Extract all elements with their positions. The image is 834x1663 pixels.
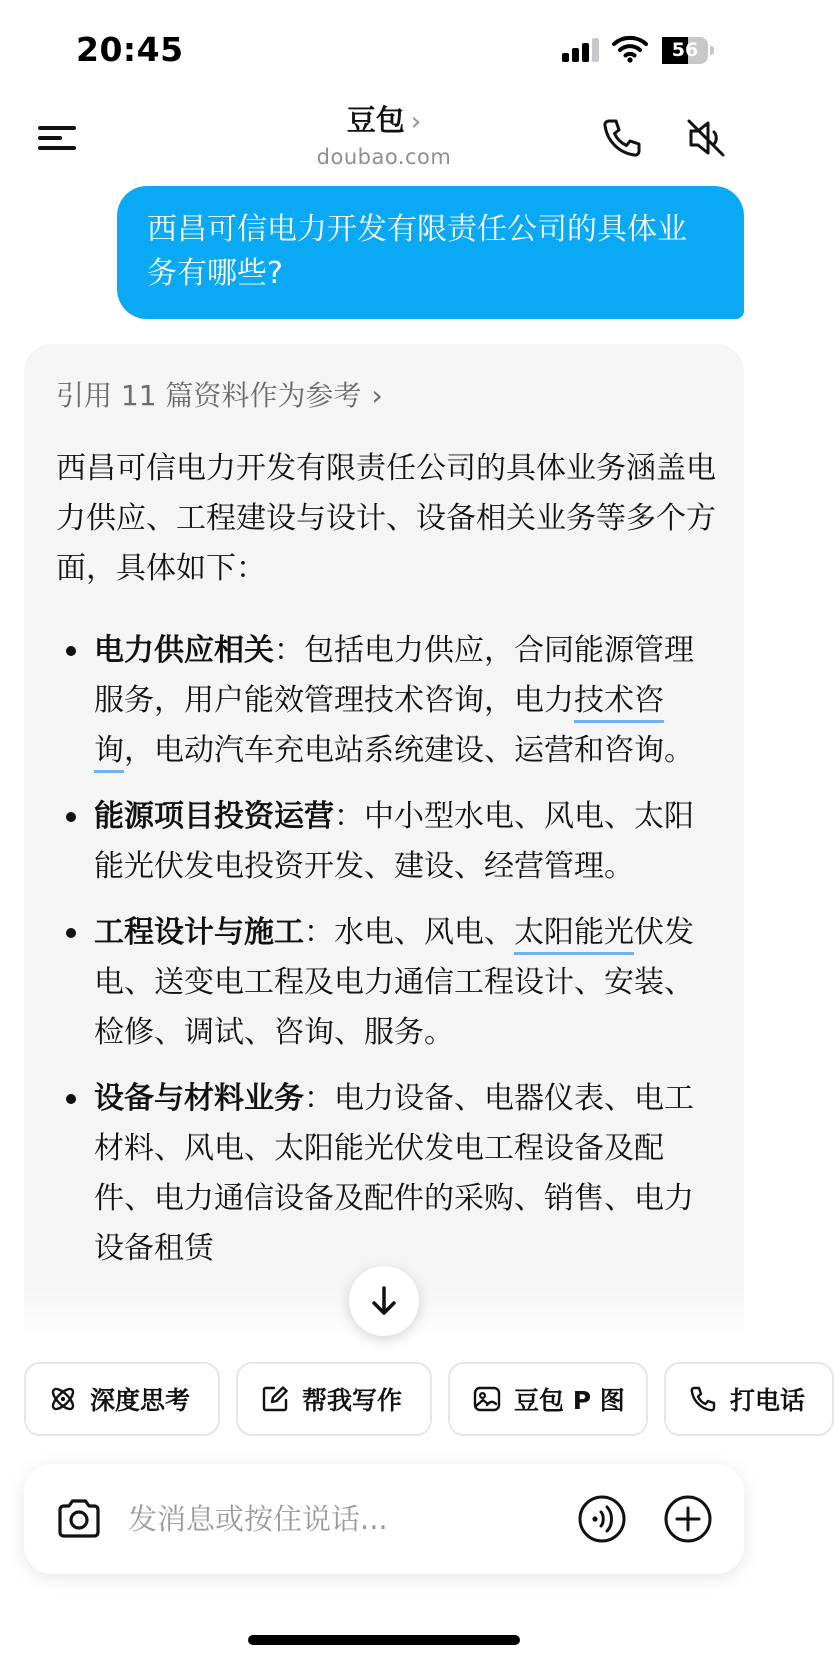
references-label: 引用 11 篇资料作为参考 [56, 379, 362, 412]
bullet-text: 伏发电、送变电工程及电力通信工程设计、安装、检修、调试、咨询、服务。 [94, 915, 694, 1050]
chevron-right-icon: › [410, 107, 422, 137]
battery-level: 56 [671, 39, 699, 61]
phone-icon[interactable] [600, 116, 644, 160]
list-item [56, 792, 720, 892]
menu-icon[interactable] [38, 124, 80, 152]
quick-action-label: 打电话 [730, 1386, 806, 1415]
speaker-mute-icon[interactable] [684, 116, 728, 160]
quick-actions-bar[interactable] [0, 1362, 806, 1438]
bot-domain: doubao.com [316, 145, 452, 169]
user-message-bubble[interactable]: 西昌可信电力开发有限责任公司的具体业务有哪些? [117, 186, 744, 319]
list-item [56, 908, 720, 1058]
camera-icon[interactable] [54, 1494, 104, 1544]
bullet-text: 包括电力供应，合同能源管理服务，用户能效管理技术咨询，电力 [94, 633, 694, 718]
status-bar [0, 0, 768, 100]
term-link[interactable]: 技术咨询 [94, 683, 664, 773]
answer-card [24, 344, 744, 1344]
term-link[interactable]: 太阳能光 [514, 915, 634, 955]
bullet-text: 电力设备、电器仪表、电工材料、风电、太阳能光伏发电工程设备及配件、电力通信设备及配件的采购、销售、电力设备租赁 [94, 1081, 694, 1266]
quick-action-label: 深度思考 [90, 1386, 191, 1415]
chevron-right-icon: › [371, 379, 383, 412]
bullet-title: 设备与材料业务 [94, 1081, 304, 1116]
battery-icon [662, 37, 714, 64]
bullet-text: ，电动汽车充电站系统建设、运营和咨询。 [124, 733, 694, 768]
composer-area [0, 1438, 768, 1663]
atom-icon [48, 1384, 78, 1414]
quick-action-image-edit[interactable] [448, 1362, 648, 1436]
bot-title[interactable] [284, 100, 484, 172]
bullet-separator: ： [304, 1081, 334, 1116]
home-indicator [248, 1635, 520, 1645]
quick-action-deep-think[interactable] [24, 1362, 220, 1436]
plus-circle-icon[interactable] [662, 1493, 714, 1545]
answer-bullet-list [56, 626, 720, 1290]
bullet-separator: ： [274, 633, 304, 668]
chat-header [0, 100, 768, 180]
message-composer [24, 1464, 744, 1574]
bullet-title: 工程设计与施工 [94, 915, 304, 950]
bullet-dot [66, 646, 76, 656]
bullet-separator: ： [334, 799, 364, 834]
message-input[interactable] [128, 1494, 558, 1544]
quick-action-label: 帮我写作 [302, 1386, 403, 1415]
bullet-text: 水电、风电、 [334, 915, 514, 950]
phone-icon [688, 1384, 718, 1414]
list-item [56, 626, 720, 776]
pen-square-icon [260, 1384, 290, 1414]
quick-action-write[interactable] [236, 1362, 432, 1436]
bullet-title: 能源项目投资运营 [94, 799, 334, 834]
bullet-dot [66, 928, 76, 938]
image-edit-icon [472, 1384, 502, 1414]
bullet-dot [66, 812, 76, 822]
bullet-text: 中小型水电、风电、太阳能光伏发电投资开发、建设、经营管理。 [94, 799, 694, 884]
quick-action-label: 豆包 P 图 [514, 1386, 625, 1415]
quick-action-call[interactable] [664, 1362, 834, 1436]
status-time: 20:45 [76, 30, 184, 69]
bullet-separator: ： [304, 915, 334, 950]
references-link[interactable] [56, 376, 383, 416]
bullet-dot [66, 1094, 76, 1104]
cellular-signal-icon [562, 38, 600, 62]
list-item [56, 1074, 720, 1274]
bot-name: 豆包 [346, 103, 405, 137]
bullet-title: 电力供应相关 [94, 633, 274, 668]
voice-call-icon[interactable] [576, 1493, 628, 1545]
answer-intro: 西昌可信电力开发有限责任公司的具体业务涵盖电力供应、工程建设与设计、设备相关业务等多个方面，具体如下： [56, 451, 716, 586]
wifi-icon [612, 34, 648, 64]
arrow-down-icon [366, 1283, 402, 1319]
scroll-to-bottom-button[interactable] [349, 1266, 419, 1336]
